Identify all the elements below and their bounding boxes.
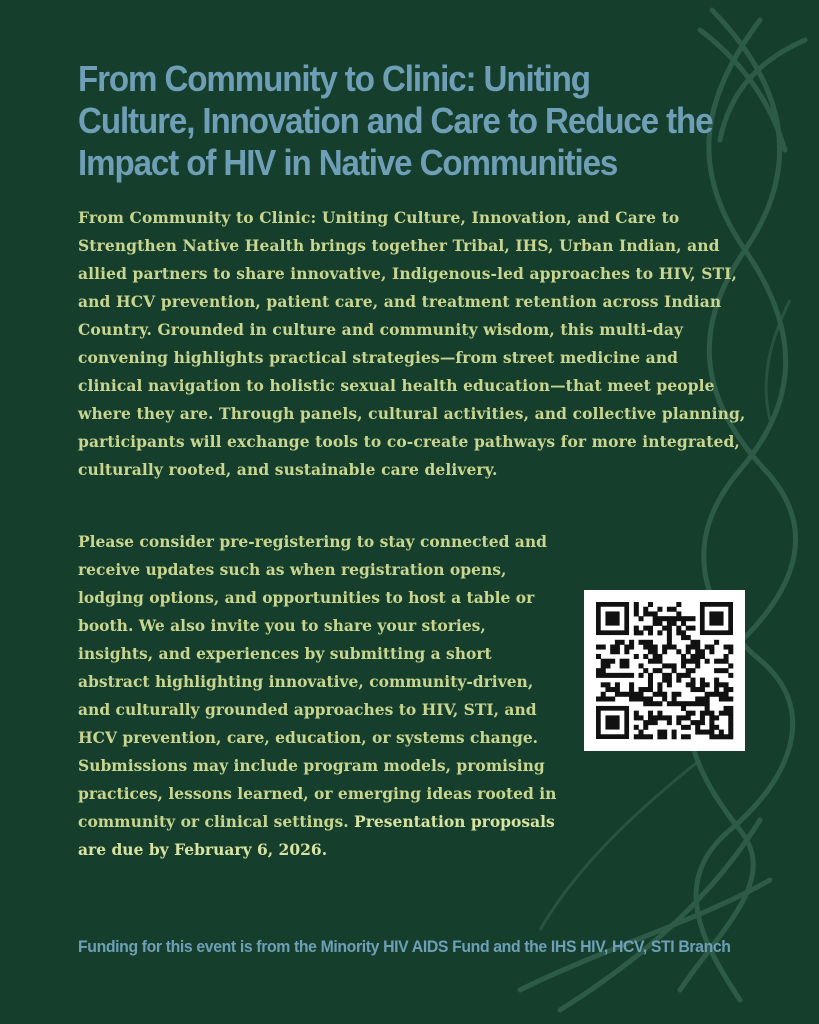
- funding-footer: Funding for this event is from the Minority HIV AIDS Fund and the IHS HIV, HCV, STI Branch: [78, 937, 731, 956]
- deadline-text: Presentation proposals are due by February 6, 2026.: [78, 812, 555, 859]
- intro-paragraph: From Community to Clinic: Uniting Culture, Innovation, and Care to Strengthen Native Health brings together Tribal, IHS, Urban Indian, and allied partners to share innovative, Indigenous-led approaches to HIV, STI, and HCV prevention, patient care, and treatment retention across Indian Country. Grounded in culture and community wisdom, this multi-day convening highlights practical strategies—from street medicine and clinical navigation to holistic sexual health education—that meet people where they are. Through panels, cultural activities, and collective planning, participants will exchange tools to co-create pathways for more integrated, culturally rooted, and sustainable care delivery.: [78, 208, 746, 479]
- registration-text: Please consider pre-registering to stay connected and receive updates such as when registration opens, lodging options, and opportunities to host a table or booth. We also invite you to share your stories, insights, and experiences by submitting a short abstract highlighting innovative, community-driven, and culturally grounded approaches to HIV, STI, and HCV prevention, care, education, or systems change. Submissions may include program models, promising practices, lessons learned, or emerging ideas rooted in community or clinical settings.: [78, 532, 557, 831]
- page-title: From Community to Clinic: Uniting Culture, Innovation and Care to Reduce the Impact of HIV in Native Communities: [78, 58, 713, 183]
- registration-paragraph: [78, 528, 563, 864]
- qr-code-icon[interactable]: [584, 590, 745, 751]
